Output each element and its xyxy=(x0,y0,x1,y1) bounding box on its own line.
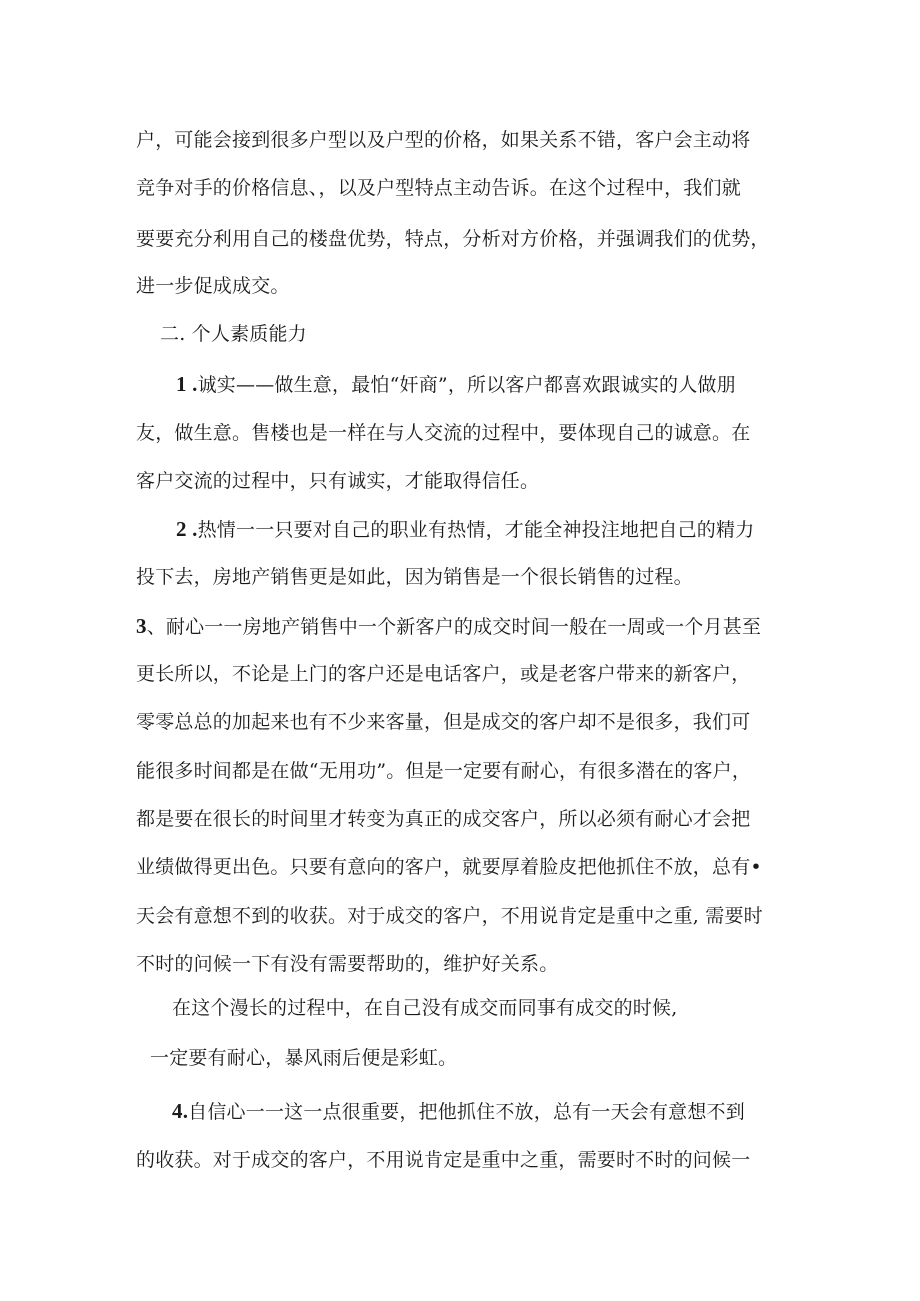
item-number: 3 xyxy=(136,614,147,638)
paragraph-line: 竞争对手的价格信息、，以及户型特点主动告诉。在这个过程中，我们就 xyxy=(136,177,741,199)
paragraph-line: 友，做生意。售楼也是一样在与人交流的过程中，要体现自己的诚意。在 xyxy=(136,422,751,444)
paragraph-line: 投下去，房地产销售更是如此，因为销售是一个很长销售的过程。 xyxy=(136,566,693,588)
item-number: 1 . xyxy=(176,372,198,396)
item-text: 自信心一一这一点很重要，把他抓住不放，总有一天会有意想不到 xyxy=(188,1101,745,1123)
section-heading: 二. 个人素质能力 xyxy=(160,323,307,345)
item-number: 4. xyxy=(172,1099,189,1123)
paragraph-line: 天会有意想不到的收获。对于成交的客户，不用说肯定是重中之重, 需要时 xyxy=(136,905,763,927)
item-text: 热情一一只要对自己的职业有热情，才能全神投注地把自己的精力 xyxy=(197,519,755,541)
paragraph-line: 零零总总的加起来也有不少来客量，但是成交的客户却不是很多，我们可 xyxy=(136,711,751,733)
paragraph-line: 客户交流的过程中，只有诚实，才能取得信任。 xyxy=(136,470,540,492)
paragraph-line: 不时的问候一下有没有需要帮助的，维护好关系。 xyxy=(136,953,559,975)
paragraph-line: 在这个漫长的过程中，在自己没有成交而同事有成交的时候, xyxy=(172,997,678,1019)
item-number: 2 . xyxy=(176,517,198,541)
paragraph-line: 能很多时间都是在做“无用功”。但是一定要有耐心，有很多潜在的客户， xyxy=(136,760,752,782)
paragraph-line: 一定要有耐心，暴风雨后便是彩虹。 xyxy=(150,1047,458,1069)
item-2-first-line xyxy=(176,517,754,542)
paragraph-line: 更长所以，不论是上门的客户还是电话客户，或是老客户带来的新客户， xyxy=(136,663,751,685)
paragraph-line: 进一步促成成交。 xyxy=(136,275,290,297)
paragraph-line: 户，可能会接到很多户型以及户型的价格，如果关系不错，客户会主动将 xyxy=(136,129,751,151)
item-1-first-line xyxy=(176,372,736,397)
item-3-first-line xyxy=(136,614,761,639)
paragraph-line: 都是要在很长的时间里才转变为真正的成交客户，所以必须有耐心才会把 xyxy=(136,808,751,830)
paragraph-line: 要要充分利用自己的楼盘优势，特点，分析对方价格，并强调我们的优势， xyxy=(136,228,770,250)
item-text: 诚实——做生意，最怕“奸商”，所以客户都喜欢跟诚实的人做朋 xyxy=(197,374,736,396)
item-4-first-line xyxy=(172,1099,745,1124)
paragraph-line: 业绩做得更出色。只要有意向的客户，就要厚着脸皮把他抓住不放，总有• xyxy=(136,856,762,878)
paragraph-line: 的收获。对于成交的客户，不用说肯定是重中之重，需要时不时的问候一 xyxy=(136,1149,751,1171)
item-text: 、耐心一一房地产销售中一个新客户的成交时间一般在一周或一个月甚至 xyxy=(146,616,762,638)
